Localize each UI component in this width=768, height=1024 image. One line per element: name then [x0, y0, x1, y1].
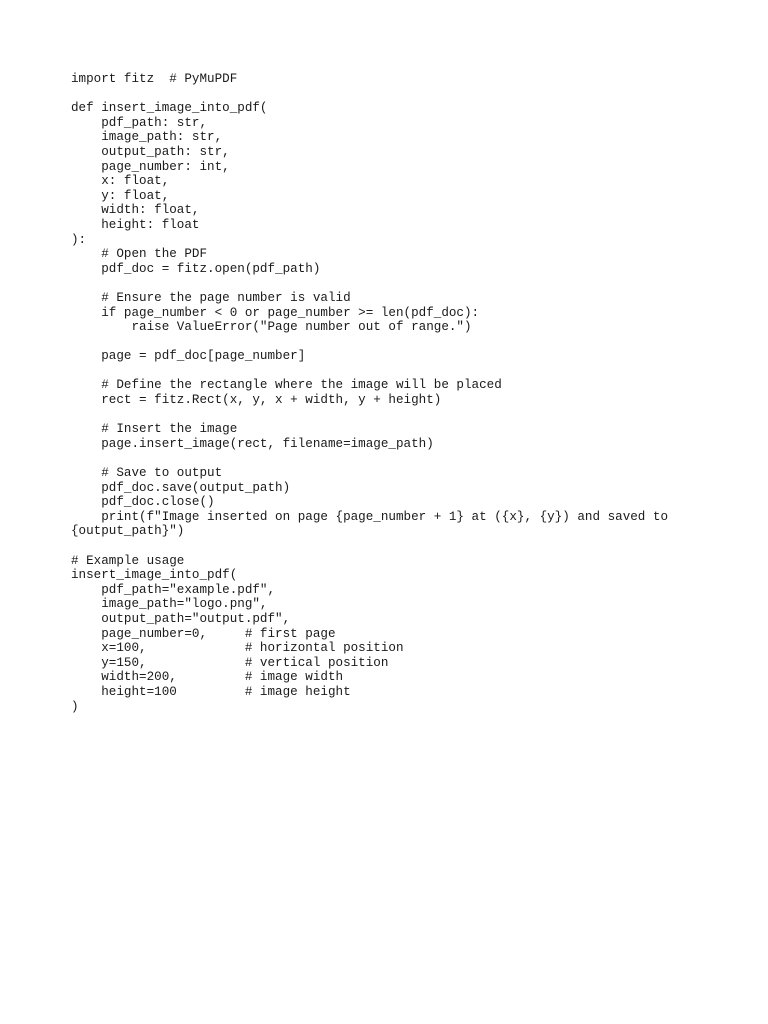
code-line: page_number=0, # first page — [71, 626, 336, 641]
code-line — [71, 408, 711, 423]
code-line: x: float, — [71, 174, 170, 189]
code-line: output_path: str, — [71, 144, 230, 159]
code-line: pdf_doc.save(output_path) — [71, 480, 291, 495]
code-line — [71, 364, 711, 379]
code-line: page.insert_image(rect, filename=image_path) — [71, 436, 434, 451]
code-line: import fitz # PyMuPDF — [71, 72, 238, 86]
code-line: pdf_doc.close() — [71, 495, 215, 510]
code-line — [71, 87, 711, 102]
code-line: def insert_image_into_pdf( — [71, 101, 268, 116]
code-line: page_number: int, — [71, 159, 230, 174]
code-line: output_path="output.pdf", — [71, 611, 291, 626]
code-line: x=100, # horizontal position — [71, 641, 404, 656]
code-line: width=200, # image width — [71, 670, 344, 685]
code-line: page = pdf_doc[page_number] — [71, 349, 306, 364]
code-line: y=150, # vertical position — [71, 655, 389, 670]
code-line: rect = fitz.Rect(x, y, x + width, y + height) — [71, 393, 442, 408]
code-line: # Open the PDF — [71, 247, 208, 262]
code-line: height: float — [71, 217, 200, 232]
code-line: ) — [71, 699, 79, 714]
code-line: print(f"Image inserted on page {page_number + 1} at ({x}, {y}) and saved to — [71, 509, 669, 524]
code-line: width: float, — [71, 203, 200, 218]
code-line: # Example usage — [71, 553, 185, 568]
code-line: raise ValueError("Page number out of range.") — [71, 320, 472, 335]
code-line: # Save to output — [71, 466, 223, 481]
code-line: pdf_path: str, — [71, 115, 208, 130]
code-line — [71, 451, 711, 466]
code-line: pdf_path="example.pdf", — [71, 582, 276, 597]
code-line: y: float, — [71, 188, 170, 203]
code-line: pdf_doc = fitz.open(pdf_path) — [71, 261, 321, 276]
code-line: # Define the rectangle where the image will be placed — [71, 378, 502, 393]
code-line: image_path="logo.png", — [71, 597, 268, 612]
code-line — [71, 335, 711, 350]
code-line — [71, 276, 711, 291]
code-block — [71, 72, 711, 714]
code-line: if page_number < 0 or page_number >= len(pdf_doc): — [71, 305, 480, 320]
code-line: # Insert the image — [71, 422, 238, 437]
code-line: height=100 # image height — [71, 684, 351, 699]
code-line — [71, 539, 711, 554]
code-line: ): — [71, 232, 87, 247]
code-line: {output_path}") — [71, 524, 185, 539]
code-line: # Ensure the page number is valid — [71, 290, 351, 305]
code-line: image_path: str, — [71, 130, 223, 145]
code-line: insert_image_into_pdf( — [71, 568, 238, 583]
